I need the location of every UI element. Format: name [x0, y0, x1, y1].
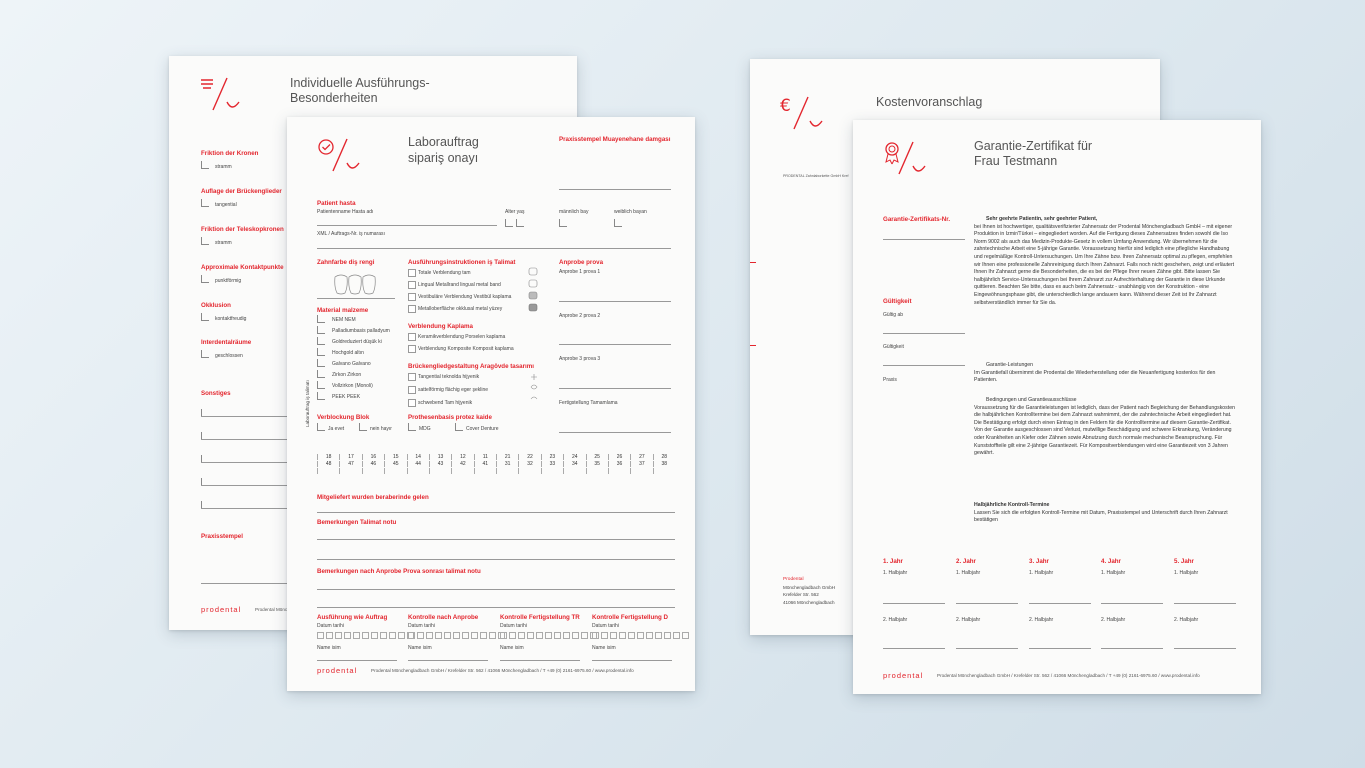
mitgeliefert-heading: Mitgeliefert wurden beraberinde gelen	[317, 494, 429, 501]
page-title: Kostenvoranschlag	[876, 95, 983, 109]
footer-text: Prodental Mönc	[255, 607, 288, 612]
checkbox[interactable]	[408, 293, 416, 301]
checkbox[interactable]	[408, 399, 416, 407]
bedingungen-heading: Bedingungen und Garantieausschlüsse	[986, 397, 1077, 403]
checkbox[interactable]	[408, 386, 416, 394]
checkbox[interactable]	[408, 269, 416, 277]
pontic-icons	[529, 373, 539, 409]
checkbox[interactable]	[408, 373, 416, 381]
tooth-percent-icon	[197, 76, 245, 116]
page-subtitle: sipariş onayı	[408, 151, 479, 165]
brand-logo: prodental	[317, 666, 358, 675]
section-heading: Interdentalräume	[201, 339, 252, 346]
sheet-kostenvoranschlag: € Kostenvoranschlag PRODENTAL Zahnlaborkette GmbH Kref Prodental Mönchengladbach GmbH Krefelder Str. 562 41066 Mönchengladbach	[750, 59, 1160, 635]
sheet-laborauftrag: Laborauftrag sipariş onayı Praxisstempel Muayenehane damgası Patient hasta Patientenname Hasta adı Alter yaş männlich bay weiblich bayan XML / Auftrags-Nr. iş numarası Zahnfarbe diş rengi Ausführungsinstruktionen iş Talimat Totale Verblendung tam Lingual Metallrand lingual metal band Vestibuläre Verblendung Vestibül kaplama Metalloberfläche okklusal metal yüzey Anprobe prova Anprobe 1 prova 1 Anprobe 2 prova 2 Anprobe 3 prova 3 Fertigstellung Tamamlama Material malzeme NEM NEM Palladiumbasis palladyum Goldreduziert düşük ki Hochgold altın Galvano Galvano Zirkon Zirkon Vollzirkon (Monoli) PEEK PEEK Laborauftrag iş talimatı Verblendung Kaplama Keramikverblendung Porselen kaplama Verblendung Komposite Komposit kaplama Brückengliedgestaltung Aragövde tasarımı Tangential teknolda hijyenik sattelförmig flächig eger şekline schwebend Tam hijyenik Verblockung Blok Ja evet nein hayır Prothesenbasis protez kaide MDG Cover Denture 18 17 16 15 14 13 12 11 21 22 23 24 25 26 27 28 48 47 46 45 44 43 42 41 31 32 33 34 35 36 37 38 Mitgeliefert wurden beraberinde gelen Bemerkungen Talimat notu Bemerkungen nach Anprobe Prova sonrası talimat notu Ausführung wie Auftrag Kontrolle nach Anprobe Kontrolle Fertigstellung TR Kontrolle Fertigstellung D Datum tarihi Datum tarihi Datum tarihi Datum tarihi Name isim Name isim Name isim Name isim prodental Prodental Mönchengladbach GmbH / Krefelder Str. 562 / 41066 Mönchengladbach / T +49 (0) 2161-6975.60 / www.prodental.info	[287, 117, 695, 691]
verblockung-heading: Verblockung Blok	[317, 414, 370, 421]
section-heading: Auflage der Brückenglieder	[201, 188, 282, 195]
ausfuehrung-heading: Ausführungsinstruktionen iş Talimat	[408, 259, 516, 266]
section-heading: Okklusion	[201, 302, 231, 309]
anprobe-heading: Anprobe prova	[559, 259, 604, 266]
patient-heading: Patient hasta	[317, 200, 356, 207]
page-title: Laborauftrag	[408, 135, 479, 149]
material-heading: Material malzeme	[317, 307, 369, 314]
checkbox[interactable]	[408, 345, 416, 353]
brand-logo: prodental	[883, 671, 924, 680]
page-subtitle: Frau Testmann	[974, 154, 1058, 168]
kontroll-heading: Halbjährliche Kontroll-Termine	[974, 502, 1050, 508]
tooth-row-upper: 18 17 16 15 14 13 12 11 21 22 23 24 25 26 27 28	[317, 454, 675, 460]
checkbox[interactable]	[408, 333, 416, 341]
page-title: Garantie-Zertifikat für	[974, 139, 1093, 153]
checkbox[interactable]	[408, 305, 416, 313]
footer-text: Prodental Mönchengladbach GmbH / Krefelder Str. 562 / 41066 Mönchengladbach / T +49 (0) 2161-6975.60 / www.prodental.info	[371, 668, 634, 673]
award-percent-icon	[883, 140, 931, 180]
zahnfarbe-heading: Zahnfarbe diş rengi	[317, 259, 375, 266]
svg-text:€: €	[780, 96, 791, 116]
footer-text: Prodental Mönchengladbach GmbH / Krefelder Str. 562 / 41066 Mönchengladbach / T +49 (0) 2161-6975.60 / www.prodental.info	[937, 673, 1200, 678]
teeth-shade-icon	[333, 273, 379, 295]
prothesenbasis-heading: Prothesenbasis protez kaide	[408, 414, 492, 421]
tooth-row-lower: 48 47 46 45 44 43 42 41 31 32 33 34 35 36 37 38	[317, 461, 675, 467]
brand-logo: prodental	[201, 605, 242, 614]
sender-line: PRODENTAL Zahnlaborkette GmbH Kref	[783, 174, 849, 178]
verblendung-heading: Verblendung Kaplama	[408, 323, 473, 330]
sheet-garantie-zertifikat: Garantie-Zertifikat für Frau Testmann Garantie-Zertifikats-Nr. Gültigkeit Gültig ab Gültigkeit Praxis Sehr geehrte Patientin, sehr geehrter Patient, bei Ihnen ist hochwertiger, qualitätsverifizierter Zahnersatz der Prodental Mönchengladbach GmbH – mit eigener Produktion in Izmir/Türkei – eingegliedert worden. Auf die Fertigung dieses Zahnersatzes finden sowohl die Iso Norm 9002 als auch das Medizin-Produkte-Gesetz in vollem Umfang Anwendung. Wir übernehmen für die zahntechnische Arbeit eine 5-jährige Garantie. Voraussetzung hierfür sind lediglich eine pflegliche Handhabung und regelmäßige Kontroll-Untersuchungen. Um Ihre Zähne bzw. Ihren Zahnersatz optimal zu pflegen, empfehlen wir Ihnen eine professionelle Zahnreinigung durch Ihren Zahnarzt. Falls noch nicht geschehen, zeigt und erläutert Ihnen Ihr Zahnarzt gerne die Besonderheiten, die es bei der Pflege Ihrer neuen Zähne gibt. Bitte lassen Sie halbjährlich Service-Untersuchungen bei Ihrem Zahnarzt zur Aufrechterhaltung der Garantie in diese Urkunde quittieren. Beachten Sie bitte, dass es auch beim Zahnersatz - unabhängig von der Konstruktion - eine Eingewöhnungsphase gibt, die unterschiedlich lange andauern kann. Während dieser Zeit ist Ihr Zahnarzt selbstverständlich immer für Sie da. Garantie-Leistungen Im Garantiefall übernimmt die Prodental die Wiederherstellung oder die Neuanfertigung kostenlos für den Patienten. Bedingungen und Garantieausschlüsse Voraussetzung für die Garantieleistungen ist lediglich, dass der Patient nach Begleichung der Behandlungskosten die halbjährlichen Kontrolltermine bei dem Zahnarzt wahrnimmt, der die zahntechnische Arbeit eingegliedert hat. Die Bestätigung erfolgt durch einen Eintrag in den Feldern für die Kontrolltermine auf diesem Garantie-Zertifikat. Von der Garantie ausgeschlossen sind Verlust, mutwillige Beschädigung und schwere Erkrankung, Veränderung oder Krankheiten an Kiefer oder Zähnen sowie Abnutzung durch normale mechanische Beanspruchung. Für Kunststoffteile gilt eine 2-jährige Garantiezeit. Für Kompositverblendungen wird eine Garantiezeit von 3 Jahren gewährt. Halbjährliche Kontroll-Termine Lassen Sie sich die erfolgten Kontroll-Termine mit Datum, Praxisstempel und Unterschrift durch Ihren Zahnarzt bestätigen 1. Jahr 2. Jahr 3. Jahr 4. Jahr 5. Jahr 1. Halbjahr 1. Halbjahr 1. Halbjahr 1. Halbjahr 1. Halbjahr 2. Halbjahr 2. Halbjahr 2. Halbjahr 2. Halbjahr 2. Halbjahr prodental Prodental Mönchengladbach GmbH / Krefelder Str. 562 / 41066 Mönchengladbach / T +49 (0) 2161-6975.60 / www.prodental.info	[853, 120, 1261, 694]
check-percent-icon	[317, 137, 365, 177]
sonstiges-heading: Sonstiges	[201, 390, 231, 397]
vertical-label: Laborauftrag iş talimatı	[305, 380, 310, 427]
garantie-heading: Garantie-Leistungen	[986, 362, 1034, 368]
page-title: Individuelle Ausführungs- Besonderheiten	[290, 76, 430, 105]
bemerkungen-anprobe-heading: Bemerkungen nach Anprobe Prova sonrası talimat notu	[317, 568, 481, 575]
section-heading: Approximale Kontaktpunkte	[201, 264, 284, 271]
praxisstempel-label: Praxisstempel Muayenehane damgası	[559, 136, 671, 143]
greeting: Sehr geehrte Patientin, sehr geehrter Patient,	[986, 216, 1098, 222]
zertifikat-nr-label: Garantie-Zertifikats-Nr.	[883, 216, 951, 223]
praxisstempel-label: Praxisstempel	[201, 533, 243, 540]
sheet-ausfuehrungs-besonderheiten: Individuelle Ausführungs- Besonderheiten Friktion der Kronen stramm Auflage der Brückenglieder tangential Friktion der Teleskopkronen stramm Approximale Kontaktpunkte punktförmig Okklusion kontaktfreudig Interdentalräume geschlossen Sonstiges Praxisstempel prodental Prodental Mönc	[169, 56, 577, 630]
section-heading: Friktion der Kronen	[201, 150, 259, 157]
checkbox[interactable]	[408, 281, 416, 289]
tooth-chart[interactable]	[317, 454, 675, 474]
bemerkungen-heading: Bemerkungen Talimat notu	[317, 519, 397, 526]
gueltigkeit-heading: Gültigkeit	[883, 298, 912, 305]
crown-icons	[527, 267, 539, 315]
brueckenglied-heading: Brückengliedgestaltung Aragövde tasarımı	[408, 363, 534, 370]
intro-paragraph: bei Ihnen ist hochwertiger, qualitätsverifizierter Zahnersatz der Prodental Mönchengladbach GmbH – mit eigener Produktion in Izmir/Türkei – eingegliedert worden. Auf die Fertigung dieses Zahnersatzes finden sowohl die Iso Norm 9002 als auch das Medizin-Produkte-Gesetz in vollem Umfang Anwendung. Wir übernehmen für die zahntechnische Arbeit eine 5-jährige Garantie. Voraussetzung hierfür sind lediglich eine pflegliche Handhabung und regelmäßige Kontroll-Untersuchungen. Um Ihre Zähne bzw. Ihren Zahnersatz optimal zu pflegen, empfehlen wir Ihnen eine professionelle Zahnreinigung durch Ihren Zahnarzt. Falls noch nicht geschehen, zeigt und erläutert Ihnen Ihr Zahnarzt gerne die Besonderheiten, die es bei der Pflege Ihrer neuen Zähne gibt. Bitte lassen Sie halbjährlich Service-Untersuchungen bei Ihrem Zahnarzt zur Aufrechterhaltung der Garantie in diese Urkunde quittieren. Beachten Sie bitte, dass es auch beim Zahnersatz - unabhängig von der Konstruktion - eine Eingewöhnungsphase gibt, die unterschiedlich lange andauern kann. Während dieser Zeit ist Ihr Zahnarzt selbstverständlich immer für Sie da.	[974, 223, 1235, 306]
section-heading: Friktion der Teleskopkronen	[201, 226, 284, 233]
euro-percent-icon	[780, 95, 828, 135]
